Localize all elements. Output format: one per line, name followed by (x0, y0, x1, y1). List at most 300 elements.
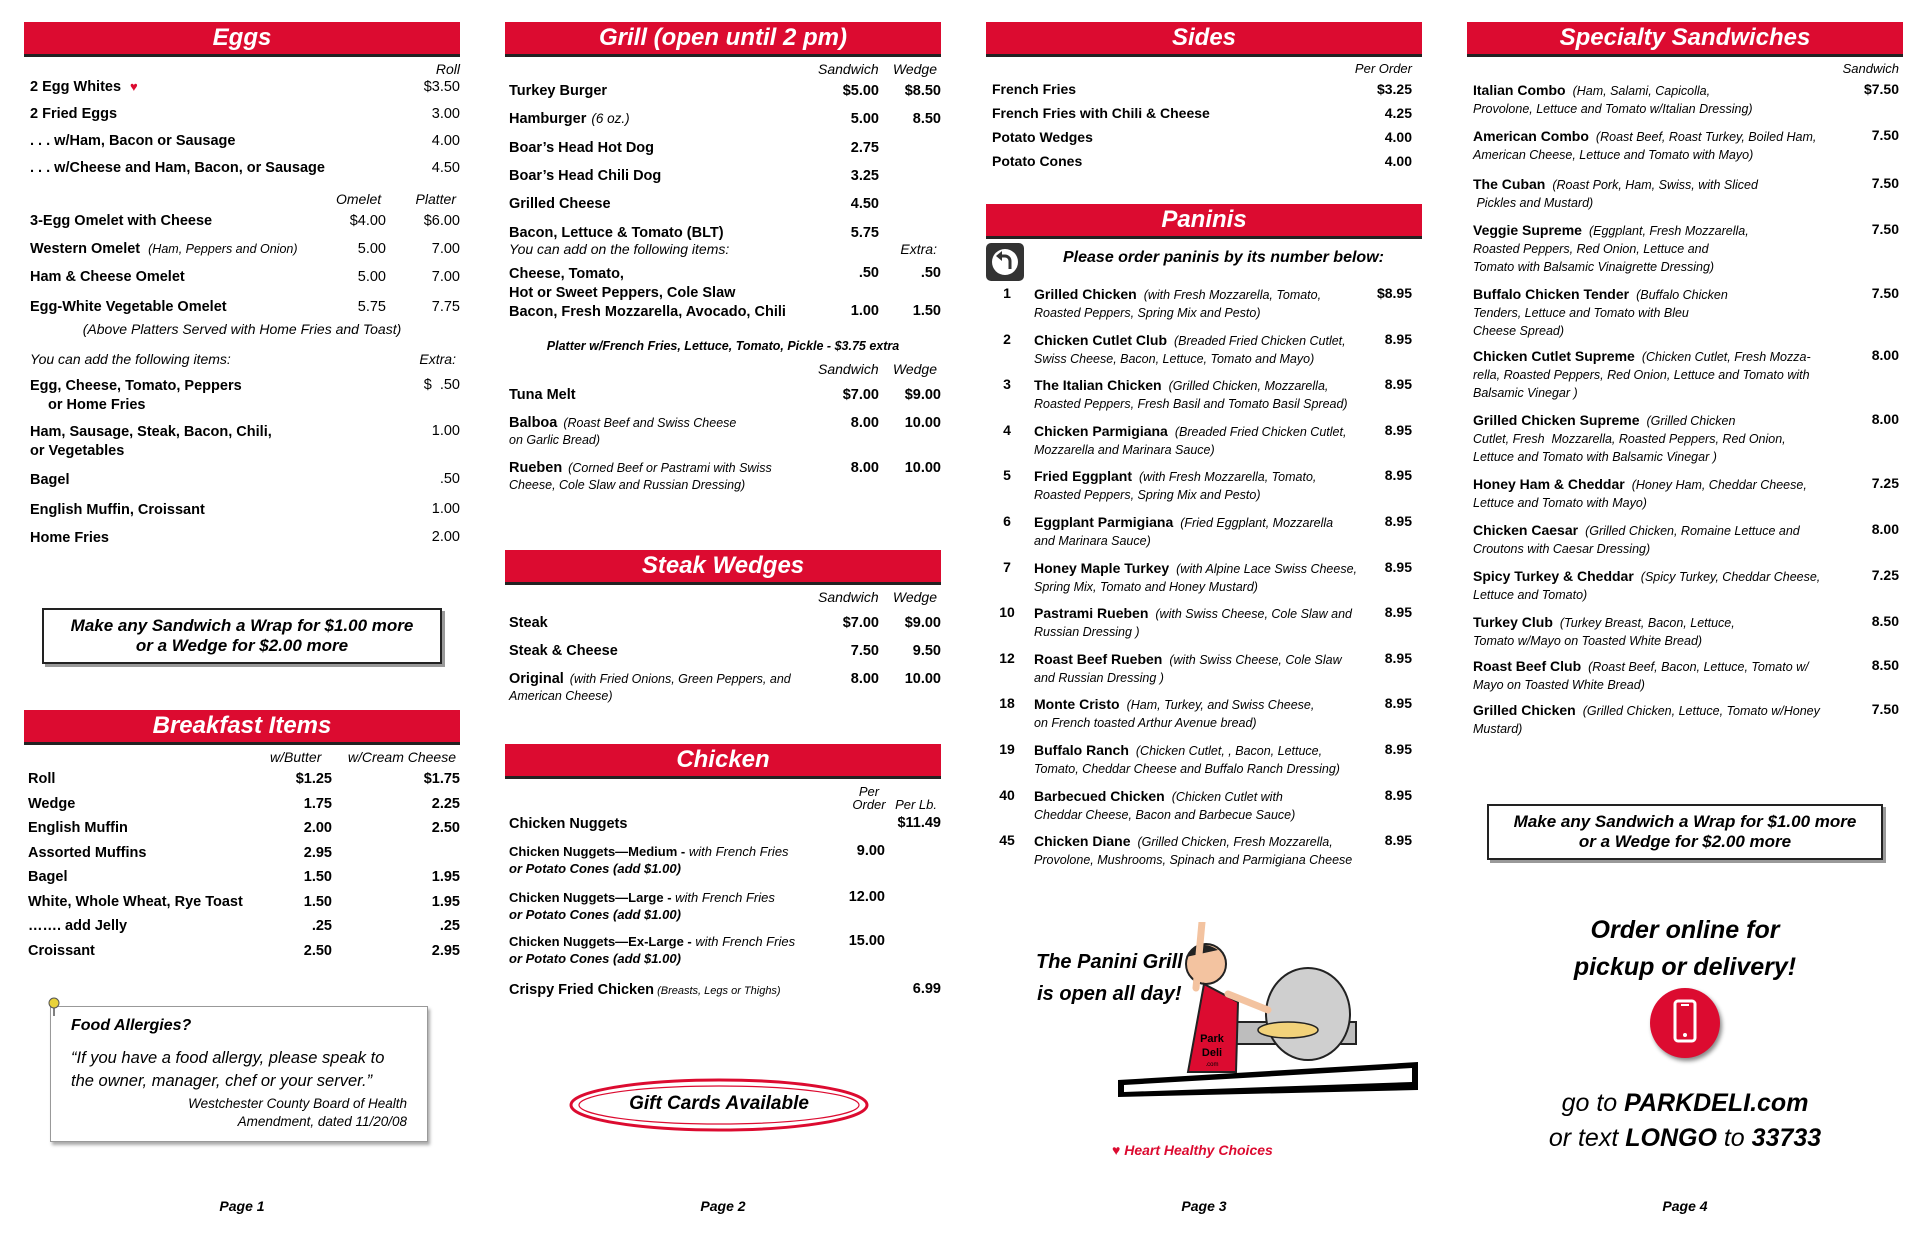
side-name: Potato Wedges (992, 129, 1093, 145)
specialty-line1 (1473, 285, 1823, 304)
panini-price: 8.95 (1384, 649, 1412, 666)
panini-name: Fried Eggplant (1034, 468, 1132, 485)
per-order-price: 9.00 (856, 843, 885, 859)
breakfast-header: Breakfast Items (24, 710, 460, 745)
specialty-col-header (1467, 61, 1903, 79)
sandwich-price: $7.00 (842, 387, 879, 403)
specialty-price: 7.25 (1871, 475, 1899, 491)
specialty-desc2: Roasted Peppers, Red Onion, Lettuce and (1473, 242, 1709, 256)
item-price: 4.00 (431, 133, 460, 149)
specialty-desc1: (Roast Pork, Ham, Swiss, with Sliced (1552, 178, 1758, 192)
extra-price: $ .50 (423, 377, 460, 393)
specialty-text (1473, 701, 1823, 738)
grill-platter-note: Platter w/French Fries, Lettuce, Tomato, Pickle - $3.75 extra (546, 339, 900, 353)
chicken-section (505, 744, 941, 1035)
extra-wedge-price: 1.50 (912, 303, 941, 319)
grill-extra-line1: Bacon, Fresh Mozzarella, Avocado, Chili (509, 304, 786, 320)
panini-number: 18 (999, 695, 1015, 712)
extra-sandwich-price: 1.00 (850, 303, 879, 319)
specialty-row (1473, 411, 1903, 466)
panini-number: 10 (999, 604, 1015, 621)
panini-desc1: (Breaded Fried Chicken Cutlet, (1174, 424, 1347, 439)
grill-list (505, 83, 941, 253)
panini-line1 (1034, 331, 1364, 350)
allergy-title: Food Allergies? (71, 1017, 192, 1034)
extra-name (30, 377, 242, 415)
specialty-line1 (1473, 657, 1823, 676)
menu-item (24, 133, 460, 155)
grill-col-header (505, 61, 941, 79)
panini-price: 8.95 (1384, 558, 1412, 575)
specialty-line1 (1473, 411, 1823, 430)
grill2-desc1: (Corned Beef or Pastrami with Swiss (568, 461, 772, 475)
order-online-instructions (1467, 1086, 1903, 1156)
sandwich-price: 3.25 (850, 167, 879, 184)
specialty-text (1473, 81, 1823, 118)
chicken-line1 (509, 933, 809, 950)
panini-desc1: (with Alpine Lace Swiss Cheese, (1176, 561, 1357, 576)
grill-name-text: Bacon, Lettuce & Tomato (BLT) (509, 224, 724, 241)
wrap-promo-2-line2: or a Wedge for $2.00 more (1578, 832, 1792, 851)
platter-price: $6.00 (423, 213, 460, 229)
omelet-row (24, 213, 460, 235)
panini-name: Buffalo Ranch (1034, 742, 1129, 758)
sandwich-price: 4.50 (850, 196, 879, 213)
order-online-heading (1467, 912, 1903, 986)
extra-line1: English Muffin, Croissant (30, 502, 205, 518)
sides-col-header (986, 61, 1422, 79)
chicken-name-text: Crispy Fried Chicken (509, 982, 655, 998)
grill-extra-line2: Hot or Sweet Peppers, Cole Slaw (509, 285, 736, 301)
panini-desc2: Cheddar Cheese, Bacon and Barbecue Sauce) (1034, 807, 1296, 822)
butter-price: 2.00 (303, 820, 332, 836)
page-2 (505, 22, 941, 1222)
grill2-name (509, 415, 799, 449)
sandwich-price: $7.00 (842, 615, 879, 631)
breakfast-name: Bagel (28, 869, 68, 885)
website-link[interactable]: PARKDELI.com (1624, 1089, 1809, 1117)
specialty-name: Grilled Chicken Supreme (1473, 412, 1640, 428)
chicken-name (509, 981, 809, 1000)
panini-name: Chicken Parmigiana (1034, 422, 1168, 439)
breakfast-col-header (24, 749, 460, 767)
sides-header: Sides (986, 22, 1422, 57)
col-wedge: Wedge (892, 61, 937, 77)
panini-price: 8.95 (1384, 695, 1412, 712)
specialty-row (1473, 475, 1903, 512)
panini-number: 40 (999, 786, 1015, 803)
omelet-name-text: Western Omelet (30, 241, 141, 257)
specialty-name: Veggie Supreme (1473, 222, 1582, 238)
specialty-name: Chicken Cutlet Supreme (1473, 348, 1635, 364)
panini-name: Pastrami Rueben (1034, 605, 1149, 622)
omelet-name (30, 299, 227, 315)
side-price: $3.25 (1376, 81, 1412, 97)
side-price: 4.25 (1384, 105, 1412, 121)
chicken-line1 (509, 981, 809, 1000)
specialty-desc1: (Eggplant, Fresh Mozzarella, (1588, 224, 1749, 238)
specialty-desc1: (Grilled Chicken (1646, 414, 1736, 428)
extra-price: 2.00 (431, 529, 460, 545)
omelet-name-text: Ham & Cheese Omelet (30, 269, 185, 285)
specialty-price: 7.50 (1871, 701, 1899, 717)
specialty-desc2: Pickles and Mustard) (1473, 196, 1594, 210)
gift-cards-badge (569, 1078, 869, 1132)
grill2-desc2: Cheese, Cole Slaw and Russian Dressing) (509, 478, 746, 492)
specialty-desc3: Cheese Spread) (1473, 324, 1565, 338)
specialty-row (1473, 285, 1903, 340)
specialty-desc2: Cutlet, Fresh Mozzarella, Roasted Peppers, Red Onion, (1473, 432, 1786, 446)
page-4 (1467, 22, 1903, 1222)
grill2-desc1: (Roast Beef and Swiss Cheese (563, 416, 737, 430)
specialty-price: 8.50 (1871, 657, 1899, 673)
page-number-3: Page 3 (1181, 1198, 1227, 1214)
grill-col-header-2 (505, 361, 941, 379)
panini-line1 (1034, 604, 1364, 623)
panini-desc2: Swiss Cheese, Bacon, Lettuce, Tomato and Mayo) (1034, 351, 1315, 366)
heart-icon: ♥ (130, 79, 138, 94)
chicken-desc1: with French Fries (685, 844, 789, 859)
panini-desc1: (Grilled Chicken, Mozzarella, (1168, 379, 1329, 394)
per-order-price: 15.00 (848, 933, 885, 949)
specialty-text (1473, 521, 1823, 558)
specialty-line1 (1473, 81, 1823, 100)
logo-park: Park (1200, 1033, 1224, 1045)
back-arrow-icon (986, 243, 1024, 281)
omelet-desc: (Ham, Peppers and Onion) (148, 242, 298, 256)
grill2-name (509, 460, 799, 494)
text-prefix: or text (1548, 1124, 1626, 1152)
steak-desc2: American Cheese) (509, 689, 613, 703)
panini-desc1: (with Fresh Mozzarella, Tomato, (1139, 470, 1317, 485)
steak-section (505, 550, 941, 715)
extra-name (30, 529, 109, 548)
grill-name (509, 140, 654, 156)
chicken-desc1: with French Fries (691, 934, 796, 949)
phone-icon[interactable] (1650, 988, 1720, 1058)
specialty-desc1: (Roast Beef, Bacon, Lettuce, Tomato w/ (1588, 660, 1809, 674)
extra-name (30, 423, 272, 461)
grill-extras-list (505, 265, 941, 345)
page-3 (986, 22, 1422, 1222)
chicken-line1 (509, 843, 809, 860)
omelet-name-text: 3-Egg Omelet with Cheese (30, 213, 213, 229)
panini-line1 (1034, 422, 1364, 441)
specialty-desc1: (Grilled Chicken, Lettuce, Tomato w/Honey (1582, 704, 1820, 718)
panini-number: 7 (1003, 558, 1011, 575)
omelet-name (30, 213, 212, 229)
col-cream-cheese: w/Cream Cheese (347, 749, 456, 765)
panini-name: Grilled Chicken (1034, 286, 1137, 302)
page-number-2: Page 2 (700, 1198, 746, 1214)
page-number-1: Page 1 (219, 1198, 265, 1214)
specialty-text (1473, 475, 1823, 512)
specialty-desc1: (Grilled Chicken, Romaine Lettuce and (1585, 524, 1800, 538)
chicken-desc2: or Potato Cones (add $1.00) (509, 907, 681, 922)
col-specialty-sandwich: Sandwich (1842, 61, 1899, 76)
panini-list (986, 285, 1422, 905)
per-lb-price: $11.49 (897, 815, 941, 831)
omelet-price: $4.00 (349, 213, 386, 229)
wrap-promo-line1: Make any Sandwich a Wrap for $1.00 more (70, 616, 414, 635)
specialty-desc1: (Buffalo Chicken (1636, 288, 1728, 302)
extra-line2: or Home Fries (48, 397, 146, 413)
panini-price: 8.95 (1384, 513, 1412, 529)
wedge-price: 8.50 (912, 111, 941, 128)
panini-line1 (1034, 285, 1364, 304)
specialty-desc1: (Spicy Turkey, Cheddar Cheese, (1640, 570, 1821, 584)
steak-desc1: (with Fried Onions, Green Peppers, and (569, 672, 791, 686)
panini-name: The Italian Chicken (1034, 377, 1162, 394)
col-wedge-2: Wedge (892, 361, 937, 377)
col-per-order: Per Order (1354, 61, 1412, 76)
panini-desc2: Roasted Peppers, Spring Mix and Pesto) (1034, 306, 1261, 320)
wedge-price: $8.50 (904, 83, 941, 99)
panini-desc2: Roasted Peppers, Spring Mix and Pesto) (1034, 488, 1261, 503)
wrap-promo-box (42, 608, 442, 664)
panini-line1 (1034, 787, 1364, 806)
chicken-col-header (505, 785, 941, 815)
omelet-list (24, 209, 460, 321)
chicken-list (505, 815, 941, 1035)
breakfast-name: Assorted Muffins (28, 844, 147, 861)
specialty-text (1473, 567, 1823, 604)
specialty-desc1: (Turkey Breast, Bacon, Lettuce, (1559, 616, 1735, 630)
steak-name (509, 671, 809, 705)
steak-name (509, 615, 809, 632)
sandwich-price: 5.00 (850, 111, 879, 128)
item-price: $3.50 (423, 79, 460, 95)
specialty-price: 8.00 (1871, 347, 1899, 363)
panini-desc1: (Fried Eggplant, Mozzarella (1180, 516, 1334, 530)
specialty-desc2: Mustard) (1473, 722, 1523, 736)
specialty-desc2: Provolone, Lettuce and Tomato w/Italian Dressing) (1473, 102, 1753, 116)
steak-line1 (509, 643, 809, 660)
specialty-desc2: Lettuce and Tomato with Mayo) (1473, 496, 1647, 510)
specialty-header: Specialty Sandwiches (1467, 22, 1903, 57)
panini-instruction: Please order paninis by its number below: (1063, 249, 1384, 266)
allergy-source-line1: Westchester County Board of Health (188, 1096, 407, 1111)
extra-price: 1.00 (431, 423, 460, 439)
item-name: . . . w/Ham, Bacon or Sausage (30, 133, 236, 149)
extra-line1: Egg, Cheese, Tomato, Peppers (30, 378, 242, 394)
wedge-price: $9.00 (904, 615, 941, 631)
specialty-price: 7.25 (1871, 567, 1899, 583)
breakfast-name: White, Whole Wheat, Rye Toast (28, 893, 243, 910)
item-price: 4.50 (431, 160, 460, 176)
chicken-col-per-lb: Per Lb. (895, 797, 937, 812)
panini-number: 5 (1003, 467, 1011, 484)
breakfast-name: Roll (28, 771, 56, 787)
grill-name (509, 111, 630, 127)
steak-name-text: Original (509, 671, 564, 687)
panini-price: 8.95 (1384, 786, 1412, 803)
grill-name (509, 168, 661, 184)
panini-text (1034, 604, 1364, 641)
extra-name (30, 471, 70, 490)
sandwich-price: 8.00 (850, 671, 879, 687)
side-price: 4.00 (1384, 129, 1412, 145)
panini-line1 (1034, 741, 1364, 760)
sandwich-price: 8.00 (850, 460, 879, 476)
grill-name-text: Turkey Burger (509, 83, 608, 99)
specialty-line1 (1473, 521, 1823, 540)
chicken-line1 (509, 889, 809, 906)
panini-desc2: and Marinara Sauce) (1034, 534, 1151, 548)
specialty-text (1473, 347, 1823, 402)
specialty-row (1473, 567, 1903, 604)
panini-price: 8.95 (1384, 467, 1412, 484)
specialty-text (1473, 175, 1823, 212)
grill-header: Grill (open until 2 pm) (505, 22, 941, 57)
platter-price: 7.00 (431, 269, 460, 285)
chicken-name-text: Chicken Nuggets (509, 816, 628, 832)
grill-desc: (6 oz.) (591, 111, 630, 127)
grill-extra-name (509, 303, 786, 322)
grill2-name-text: Tuna Melt (509, 387, 576, 403)
cream-cheese-price: 1.95 (431, 893, 460, 910)
breakfast-name: Croissant (28, 942, 95, 959)
allergy-quote-line1: “If you have a food allergy, please speak to (71, 1049, 385, 1067)
specialty-row (1473, 521, 1903, 558)
sandwich-price: 5.75 (850, 224, 879, 241)
panini-number: 1 (1003, 285, 1011, 301)
panini-desc2: Russian Dressing ) (1034, 625, 1140, 640)
specialty-desc2: Croutons with Caesar Dressing) (1473, 542, 1651, 556)
page-number-4: Page 4 (1662, 1198, 1708, 1214)
grill-extra-name (509, 265, 735, 303)
butter-price: 2.95 (303, 844, 332, 861)
grill-name-text: Boar’s Head Hot Dog (509, 139, 655, 156)
specialty-price: 7.50 (1871, 221, 1899, 237)
specialty-text (1473, 657, 1823, 694)
goto-prefix: go to (1561, 1089, 1625, 1117)
side-name: Potato Cones (992, 153, 1083, 169)
item-price: 3.00 (431, 106, 460, 122)
wrap-promo-line2: or a Wedge for $2.00 more (135, 636, 349, 655)
omelet-row (24, 299, 460, 321)
cream-cheese-price: 2.25 (431, 795, 460, 812)
panini-text (1034, 285, 1364, 322)
panini-chef-mascot-icon (1118, 922, 1418, 1102)
allergy-source (188, 1095, 407, 1131)
allergy-source-line2: Amendment, dated 11/20/08 (237, 1114, 407, 1129)
specialty-name: Buffalo Chicken Tender (1473, 286, 1630, 302)
platter-note: (Above Platters Served with Home Fries and Toast) (82, 321, 402, 337)
panini-name: Eggplant Parmigiana (1034, 514, 1174, 530)
specialty-desc3: Balsamic Vinegar ) (1473, 386, 1578, 400)
heart-healthy-text: Heart Healthy Choices (1124, 1142, 1273, 1158)
cream-cheese-price: $1.75 (423, 771, 460, 787)
panini-desc2: and Russian Dressing ) (1034, 670, 1164, 685)
panini-desc2: Tomato, Cheddar Cheese and Buffalo Ranch Dressing) (1034, 762, 1340, 776)
text-code: LONGO (1625, 1124, 1717, 1152)
wedge-price: 10.00 (904, 415, 941, 431)
logo-deli: Deli (1201, 1047, 1223, 1059)
eggs-col-header (24, 61, 460, 79)
col-roll: Roll (435, 61, 460, 77)
grill-name (509, 225, 724, 241)
specialty-row (1473, 657, 1903, 694)
cream-cheese-price: .25 (439, 918, 460, 934)
specialty-line1 (1473, 567, 1823, 586)
grill2-line1 (509, 460, 799, 477)
heart-icon: ♥ (1112, 1142, 1121, 1158)
specialty-text (1473, 127, 1823, 164)
specialty-line1 (1473, 347, 1823, 366)
extra-line1: Home Fries (30, 530, 109, 546)
item-name: 2 Egg Whites (30, 79, 122, 95)
specialty-desc2: Tomato w/Mayo on Toasted White Bread) (1473, 634, 1703, 648)
extra-name (30, 501, 205, 520)
item-name: 2 Fried Eggs (30, 106, 118, 122)
specialty-desc1: (Chicken Cutlet, Fresh Mozza- (1641, 350, 1811, 364)
chicken-desc1: (Breasts, Legs or Thighs) (654, 985, 781, 997)
grill-name-text: Hamburger (509, 111, 587, 128)
specialty-row (1473, 175, 1903, 212)
specialty-name: American Combo (1473, 128, 1589, 144)
panini-name: Chicken Diane (1034, 833, 1131, 850)
chicken-name-text: Chicken Nuggets—Ex-Large - (509, 934, 692, 949)
cream-cheese-price: 2.50 (431, 820, 460, 836)
omelet-name (30, 269, 185, 285)
grill-slogan-line2: is open all day! (1037, 983, 1182, 1005)
breakfast-name: English Muffin (28, 820, 128, 836)
panini-desc1: (with Swiss Cheese, Cole Slaw (1169, 652, 1342, 667)
panini-line1 (1034, 559, 1364, 578)
specialty-line1 (1473, 475, 1823, 494)
steak-line1 (509, 671, 809, 688)
per-lb-price: 6.99 (912, 981, 941, 997)
panini-name: Monte Cristo (1034, 696, 1120, 713)
side-price: 4.00 (1384, 153, 1412, 169)
specialty-line1 (1473, 175, 1823, 194)
egg-extras-list (24, 377, 460, 577)
specialty-price: 8.00 (1871, 411, 1899, 427)
extra-price: .50 (439, 471, 460, 487)
panini-text (1034, 787, 1364, 824)
specialty-desc2: Lettuce and Tomato) (1473, 588, 1588, 602)
panini-desc1: (Chicken Cutlet with (1171, 789, 1283, 804)
panini-number: 12 (999, 649, 1015, 666)
specialty-name: Roast Beef Club (1473, 658, 1582, 674)
sides-list (986, 81, 1422, 181)
pushpin-icon (47, 997, 61, 1017)
cream-cheese-price: 2.95 (431, 942, 460, 959)
panini-desc2: Roasted Peppers, Fresh Basil and Tomato Basil Spread) (1034, 397, 1348, 412)
col-per: Per (858, 784, 880, 799)
food-allergy-note (50, 1006, 428, 1142)
panini-number: 2 (1003, 330, 1011, 347)
specialty-text (1473, 411, 1823, 466)
chicken-name (509, 933, 809, 967)
add-note: You can add the following items: (30, 351, 231, 367)
panini-line1 (1034, 376, 1364, 395)
text-mid: to (1716, 1124, 1752, 1152)
panini-text (1034, 650, 1364, 687)
panini-desc1: (Chicken Cutlet, , Bacon, Lettuce, (1135, 744, 1323, 758)
specialty-desc3: Tomato with Balsamic Vinaigrette Dressing) (1473, 260, 1715, 274)
omelet-col-header (24, 191, 460, 209)
panini-name: Honey Maple Turkey (1034, 559, 1170, 576)
panini-desc2: Provolone, Mushrooms, Spinach and Parmigiana Cheese (1034, 853, 1353, 868)
chicken-name (509, 889, 809, 923)
panini-text (1034, 559, 1364, 596)
panini-text (1034, 331, 1364, 368)
panini-price: 8.95 (1384, 741, 1412, 757)
extra-label: Extra: (419, 351, 456, 367)
specialty-line1 (1473, 613, 1823, 632)
